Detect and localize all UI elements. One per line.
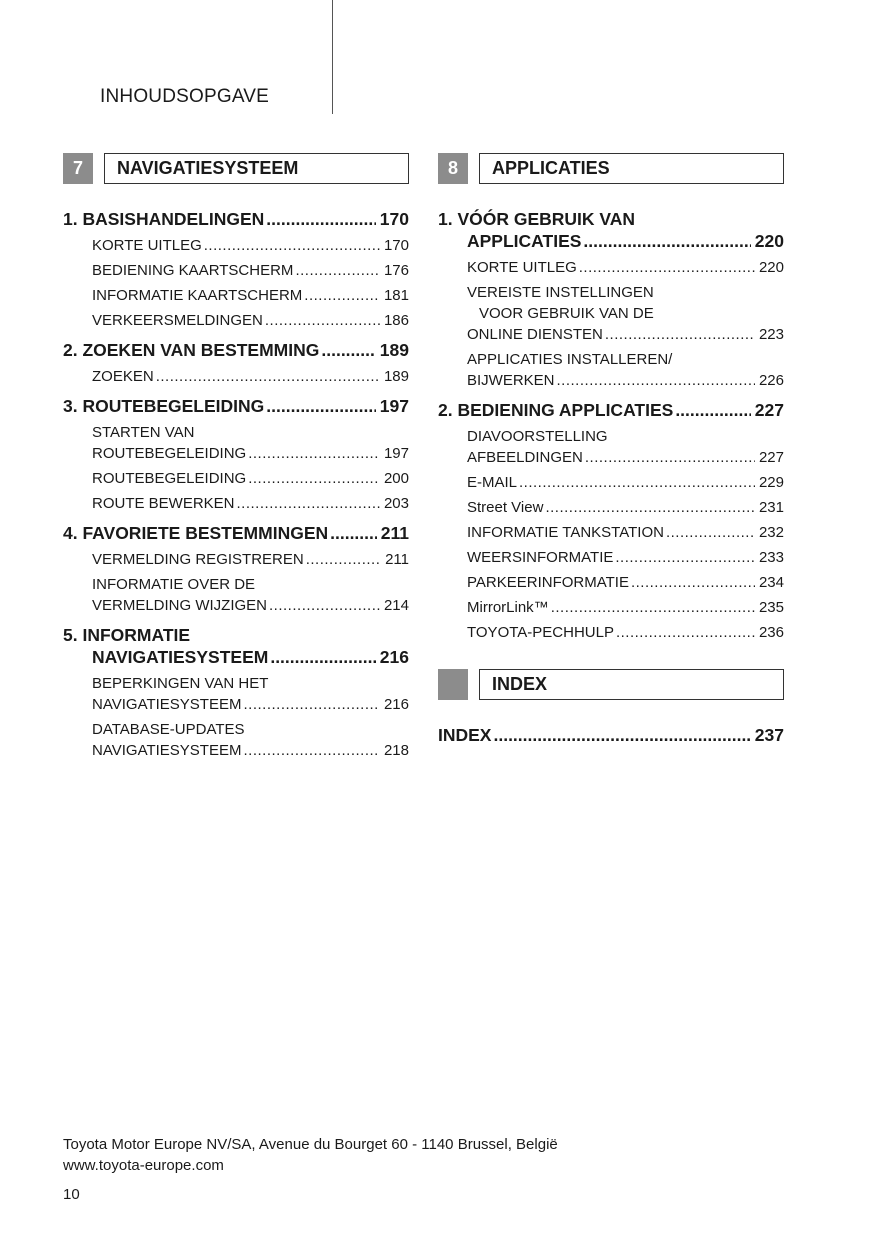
header-divider: [332, 0, 333, 114]
toc-item[interactable]: BEDIENING KAARTSCHERM ..... 176: [63, 260, 409, 281]
toc-item[interactable]: ZOEKEN ..... 189: [63, 366, 409, 387]
toc-item[interactable]: DIAVOORSTELLING AFBEELDINGEN ..... 227: [438, 426, 784, 468]
toc-section: [63, 395, 409, 514]
toc-item[interactable]: INFORMATIE TANKSTATION ..... 232: [438, 522, 784, 543]
toc-item[interactable]: BEPERKINGEN VAN HET NAVIGATIESYSTEEM ..... 216: [63, 673, 409, 715]
toc-section-entry[interactable]: 1. BASISHANDELINGEN ..... 170: [63, 208, 409, 230]
toc-item[interactable]: Street View ..... 231: [438, 497, 784, 518]
chapter-number-blank: [438, 669, 468, 700]
toc-section: [63, 522, 409, 616]
toc-section: [438, 399, 784, 643]
toc-section-entry[interactable]: 2. ZOEKEN VAN BESTEMMING ..... 189: [63, 339, 409, 361]
toc-item[interactable]: VEREISTE INSTELLINGEN VOOR GEBRUIK VAN DE ONLINE DIENSTEN ..... 223: [438, 282, 784, 345]
toc-section: [63, 339, 409, 387]
chapter-header-index: [438, 669, 784, 700]
toc-index-entry[interactable]: INDEX ..... 237: [438, 724, 784, 746]
toc-item[interactable]: KORTE UITLEG ..... 220: [438, 257, 784, 278]
toc-item[interactable]: VERKEERSMELDINGEN ..... 186: [63, 310, 409, 331]
chapter-header-8: [438, 153, 784, 184]
toc-item[interactable]: ROUTE BEWERKEN ..... 203: [63, 493, 409, 514]
toc-item[interactable]: INFORMATIE OVER DE VERMELDING WIJZIGEN ..... 214: [63, 574, 409, 616]
toc-section-entry[interactable]: 3. ROUTEBEGELEIDING ..... 197: [63, 395, 409, 417]
publisher-url: www.toyota-europe.com: [63, 1157, 224, 1174]
toc-section: [63, 624, 409, 761]
publisher-footer: [63, 1134, 558, 1176]
toc-column-navigation: [63, 153, 409, 769]
publisher-address: Toyota Motor Europe NV/SA, Avenue du Bourget 60 - 1140 Brussel, België: [63, 1136, 558, 1153]
toc-section-entry[interactable]: 2. BEDIENING APPLICATIES ..... 227: [438, 399, 784, 421]
chapter-title: APPLICATIES: [479, 153, 784, 184]
chapter-header-7: [63, 153, 409, 184]
toc-section-entry[interactable]: APPLICATIES ..... 220: [438, 230, 784, 252]
toc-column-applications: [438, 153, 784, 751]
page-title: INHOUDSOPGAVE: [100, 86, 270, 107]
toc-item[interactable]: MirrorLink™ ..... 235: [438, 597, 784, 618]
toc-item[interactable]: APPLICATIES INSTALLEREN/ BIJWERKEN ..... 226: [438, 349, 784, 391]
toc-section-entry[interactable]: 4. FAVORIETE BESTEMMINGEN ..... 211: [63, 522, 409, 544]
toc-section-title-line: 5. INFORMATIE: [63, 625, 191, 645]
toc-section-title-line: 1. VÓÓR GEBRUIK VAN: [438, 209, 636, 229]
toc-section: [63, 208, 409, 331]
toc-item[interactable]: ROUTEBEGELEIDING ..... 200: [63, 468, 409, 489]
toc-item[interactable]: WEERSINFORMATIE ..... 233: [438, 547, 784, 568]
toc-item[interactable]: KORTE UITLEG ..... 170: [63, 235, 409, 256]
toc-item[interactable]: TOYOTA-PECHHULP ..... 236: [438, 622, 784, 643]
toc-item[interactable]: VERMELDING REGISTREREN ..... 211: [63, 549, 409, 570]
chapter-title: INDEX: [479, 669, 784, 700]
chapter-number: 8: [438, 153, 468, 184]
toc-item[interactable]: PARKEERINFORMATIE ..... 234: [438, 572, 784, 593]
toc-item[interactable]: STARTEN VAN ROUTEBEGELEIDING ..... 197: [63, 422, 409, 464]
toc-item[interactable]: INFORMATIE KAARTSCHERM ..... 181: [63, 285, 409, 306]
chapter-title: NAVIGATIESYSTEEM: [104, 153, 409, 184]
chapter-number: 7: [63, 153, 93, 184]
toc-section: [438, 208, 784, 391]
page-number: 10: [63, 1186, 80, 1203]
toc-item[interactable]: DATABASE-UPDATES NAVIGATIESYSTEEM ..... 218: [63, 719, 409, 761]
toc-item[interactable]: E-MAIL ..... 229: [438, 472, 784, 493]
toc-section-entry[interactable]: NAVIGATIESYSTEEM ..... 216: [63, 646, 409, 668]
